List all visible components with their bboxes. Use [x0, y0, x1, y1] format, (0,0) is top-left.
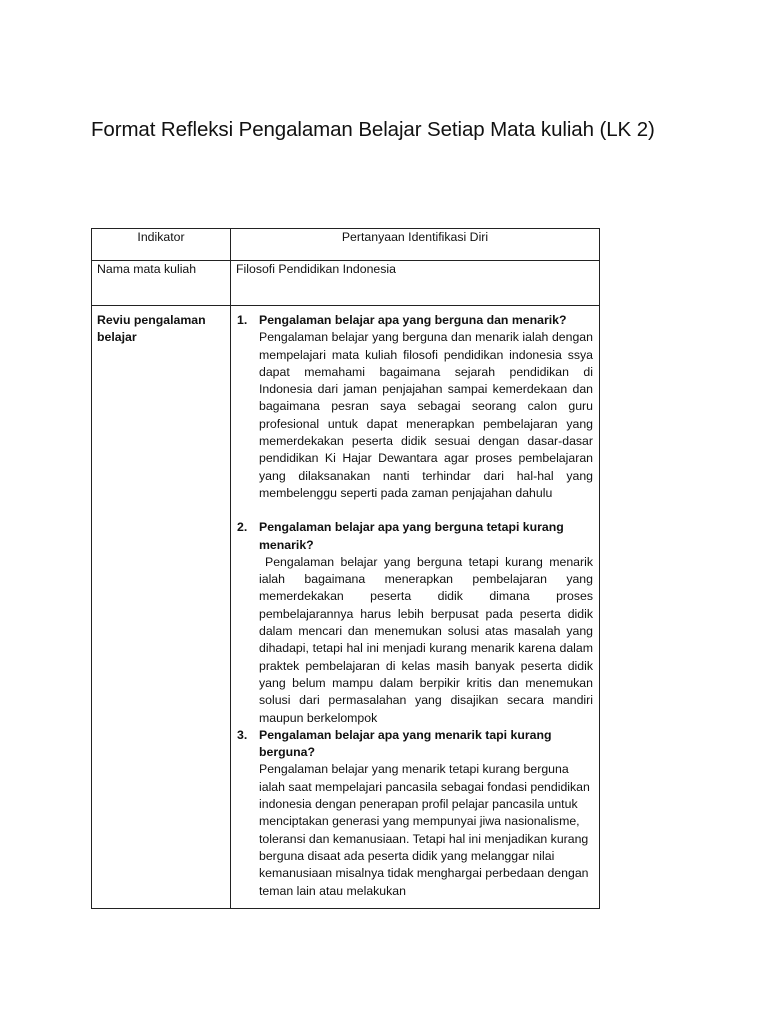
header-indikator-label: Indikator [137, 230, 185, 244]
table-row [92, 261, 600, 306]
list-item [237, 312, 593, 519]
question-list [237, 312, 593, 900]
row-label: Reviu pengalaman belajar [97, 313, 206, 344]
question-text: Pengalaman belajar apa yang menarik tapi kurang berguna? [259, 727, 552, 760]
question-number: 2. [237, 520, 248, 535]
row-label: Nama mata kuliah [97, 262, 197, 276]
table-row [92, 306, 600, 909]
reflection-table [91, 228, 600, 909]
row-label-cell [92, 261, 231, 306]
page-title: Format Refleksi Pengalaman Belajar Setiap Mata kuliah (LK 2) [91, 118, 655, 141]
question-text: Pengalaman belajar apa yang berguna tetapi kurang menarik? [259, 520, 564, 552]
header-cell-indikator [92, 229, 231, 261]
row-label-cell [92, 306, 231, 909]
question-number: 3. [237, 727, 248, 742]
answer-text: Pengalaman belajar yang menarik tetapi kurang berguna ialah saat mempelajari pancasila sebagai fondasi pendidikan indonesia dengan penerapan profil pelajar pancasila untuk menciptakan generasi yang mempunyai jiwa nasionalisme, toleransi dan kemanusiaan. Tetapi hal ini menjadikan kurang berguna disaat ada peserta didik yang melanggar nilai kemanusiaan misalnya tidak menghargai perbedaan dengan teman lain atau melakukan [259, 762, 590, 898]
header-cell-pertanyaan [231, 229, 600, 261]
answer-text: Pengalaman belajar yang berguna dan menarik ialah dengan mempelajari mata kuliah filosofi pendidikan indonesia ssya dapat memahami bagaimana sejarah pendidikan di Indonesia dari jaman penjajahan sampai kemerdekaan dan bagaimana pesran saya sebagai seorang calon guru profesional untuk dapat menerapkan pembelajaran yang memerdekakan peserta didik sesuai dengan dasar-dasar pendidikan Ki Hajar Dewantara agar proses pembelajaran yang dilaksanakan nanti terhindar dari hal-hal yang membelenggu seperti pada zaman penjajahan dahulu [259, 330, 593, 500]
list-item [237, 519, 593, 727]
question-text: Pengalaman belajar apa yang berguna dan menarik? [259, 313, 567, 327]
row-value-cell [231, 261, 600, 306]
answer-text: Pengalaman belajar yang berguna tetapi kurang menarik ialah bagaimana menerapkan pembelajaran yang memerdekakan peserta didik dimana proses pembelajarannya harus lebih berpusat pada peserta didik dalam mencari dan menemukan solusi atas masalah yang dihadapi, tetapi hal ini menjadi kurang menarik karena dalam praktek pembelajaran di kelas masih banyak peserta didik yang belum mampu dalam berpikir kritis dan menemukan solusi dari permasalahan yang disajikan secara mandiri maupun berkelompok [259, 554, 593, 725]
question-number: 1. [237, 313, 248, 327]
table-header-row [92, 229, 600, 261]
course-name: Filosofi Pendidikan Indonesia [236, 262, 396, 276]
review-content-cell [231, 306, 600, 909]
list-item [237, 727, 593, 900]
header-pertanyaan-label: Pertanyaan Identifikasi Diri [341, 230, 489, 244]
